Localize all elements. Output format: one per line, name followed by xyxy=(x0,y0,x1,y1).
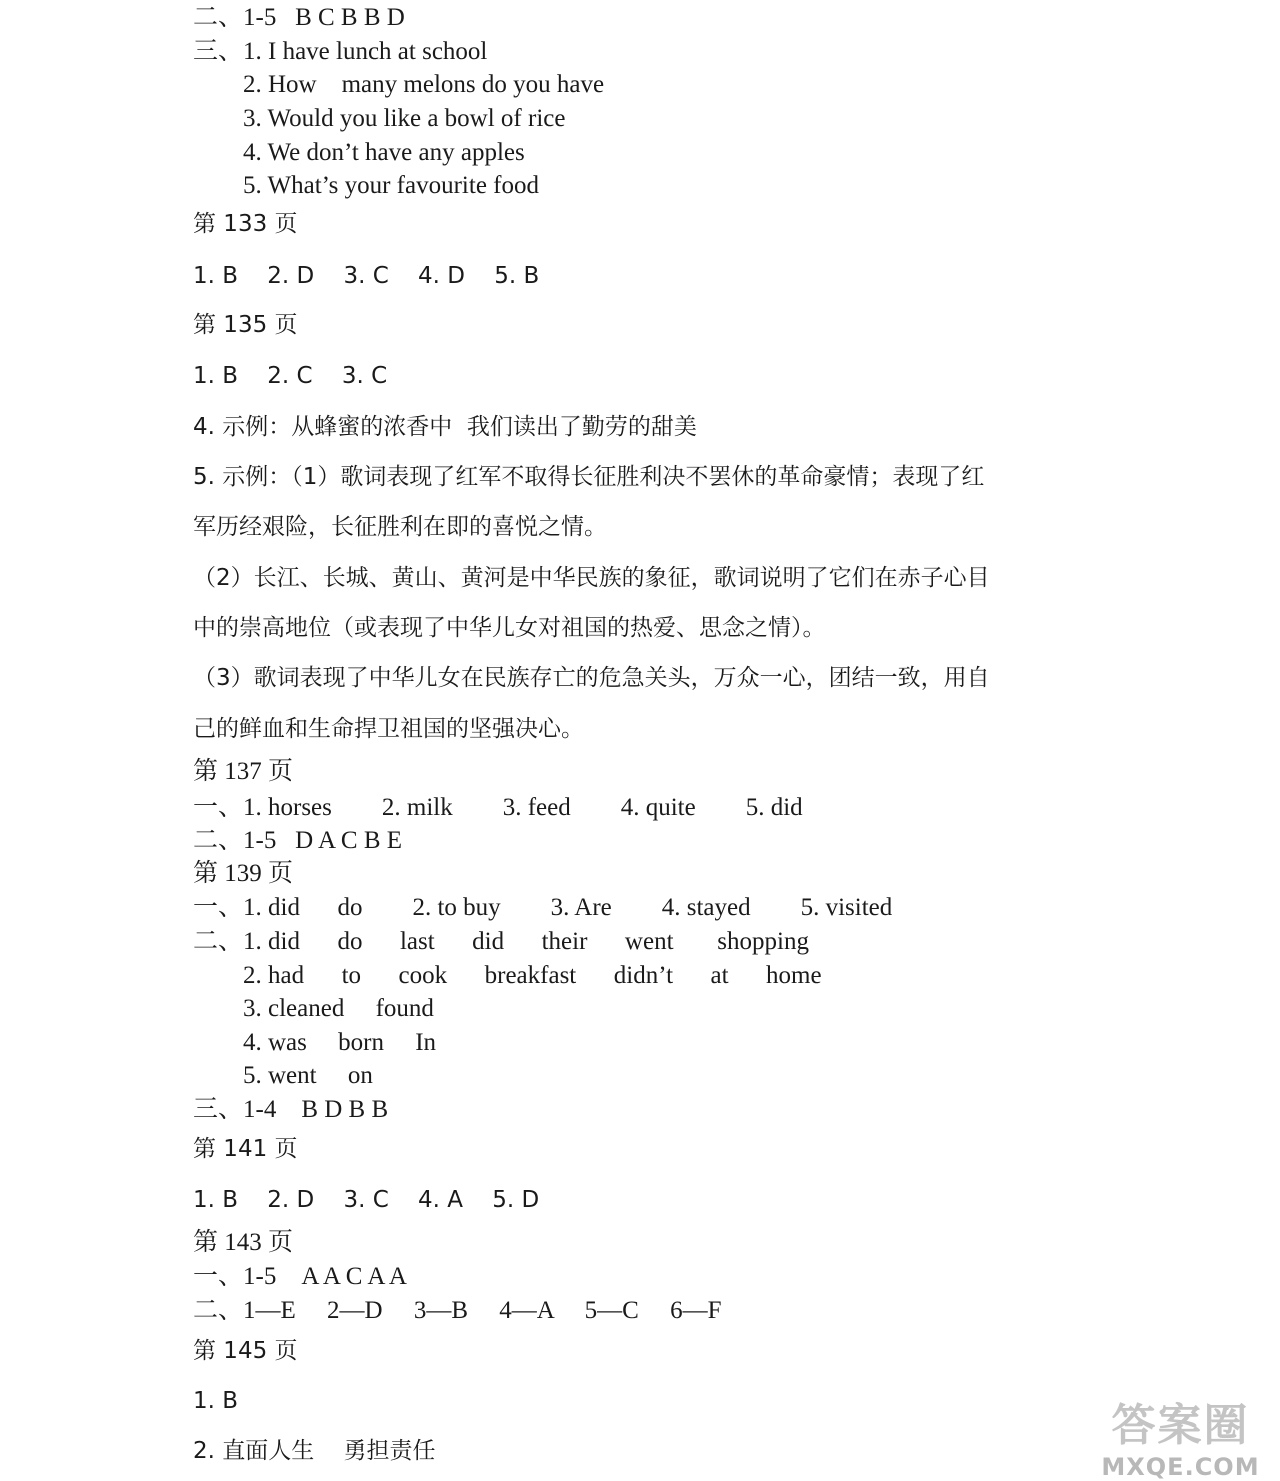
answer-line: 中的崇高地位（或表现了中华儿女对祖国的热爱、思念之情）。 xyxy=(193,615,826,641)
answer-line: 己的鲜血和生命捍卫祖国的坚强决心。 xyxy=(193,716,584,742)
answer-line: 4. was born In xyxy=(243,1029,437,1056)
answer-line: 三、1-4 B D B B xyxy=(193,1096,389,1123)
watermark-logo: 答案圈 xyxy=(1111,1400,1250,1451)
page-heading: 第 139 页 xyxy=(193,860,294,887)
answer-line: 3. cleaned found xyxy=(243,995,434,1022)
watermark xyxy=(1093,1389,1268,1481)
page-heading: 第 145 页 xyxy=(193,1338,298,1364)
answer-line: 4. 示例：从蜂蜜的浓香中 我们读出了勤劳的甜美 xyxy=(193,414,697,440)
answer-line: 一、1. did do 2. to buy 3. Are 4. stayed 5. visited xyxy=(193,894,893,921)
answer-line: 二、1-5 D A C B E xyxy=(193,827,403,854)
answer-line: 1. B 2. C 3. C xyxy=(193,363,388,389)
answer-line: 4. We don’t have any apples xyxy=(243,139,525,166)
answer-line: 二、1—E 2—D 3—B 4—A 5—C 6—F xyxy=(193,1297,722,1324)
page-heading: 第 137 页 xyxy=(193,758,294,785)
answer-line: 三、1. I have lunch at school xyxy=(193,38,488,65)
answer-line: 二、1-5 B C B B D xyxy=(193,4,405,31)
page-heading: 第 133 页 xyxy=(193,211,298,237)
answer-line: 5. went on xyxy=(243,1062,373,1089)
answer-line: 5. 示例：（1）歌词表现了红军不取得长征胜利决不罢休的革命豪情；表现了红 xyxy=(193,464,985,490)
answer-line: （2）长江、长城、黄山、黄河是中华民族的象征，歌词说明了它们在赤子心目 xyxy=(193,565,990,591)
page-heading: 第 135 页 xyxy=(193,312,298,338)
answer-line: 2. 直面人生 勇担责任 xyxy=(193,1438,436,1464)
answer-line: 一、1. horses 2. milk 3. feed 4. quite 5. did xyxy=(193,794,803,821)
answer-line: 二、1. did do last did their went shopping xyxy=(193,928,809,955)
answer-line: 5. What’s your favourite food xyxy=(243,172,539,199)
answer-line: 3. Would you like a bowl of rice xyxy=(243,105,566,132)
answer-line: 军历经艰险，长征胜利在即的喜悦之情。 xyxy=(193,514,607,540)
watermark-url: MXQE.COM xyxy=(1101,1453,1260,1481)
page-heading: 第 143 页 xyxy=(193,1229,294,1256)
answer-line: 2. had to cook breakfast didn’t at home xyxy=(243,962,822,989)
answer-line: 2. How many melons do you have xyxy=(243,71,605,98)
answer-line: 1. B 2. D 3. C 4. D 5. B xyxy=(193,263,540,289)
answer-line: 1. B 2. D 3. C 4. A 5. D xyxy=(193,1187,540,1213)
answer-line: （3）歌词表现了中华儿女在民族存亡的危急关头，万众一心，团结一致，用自 xyxy=(193,665,990,691)
answer-line: 1. B xyxy=(193,1388,239,1414)
page-heading: 第 141 页 xyxy=(193,1136,298,1162)
answer-line: 一、1-5 A A C A A xyxy=(193,1263,407,1290)
